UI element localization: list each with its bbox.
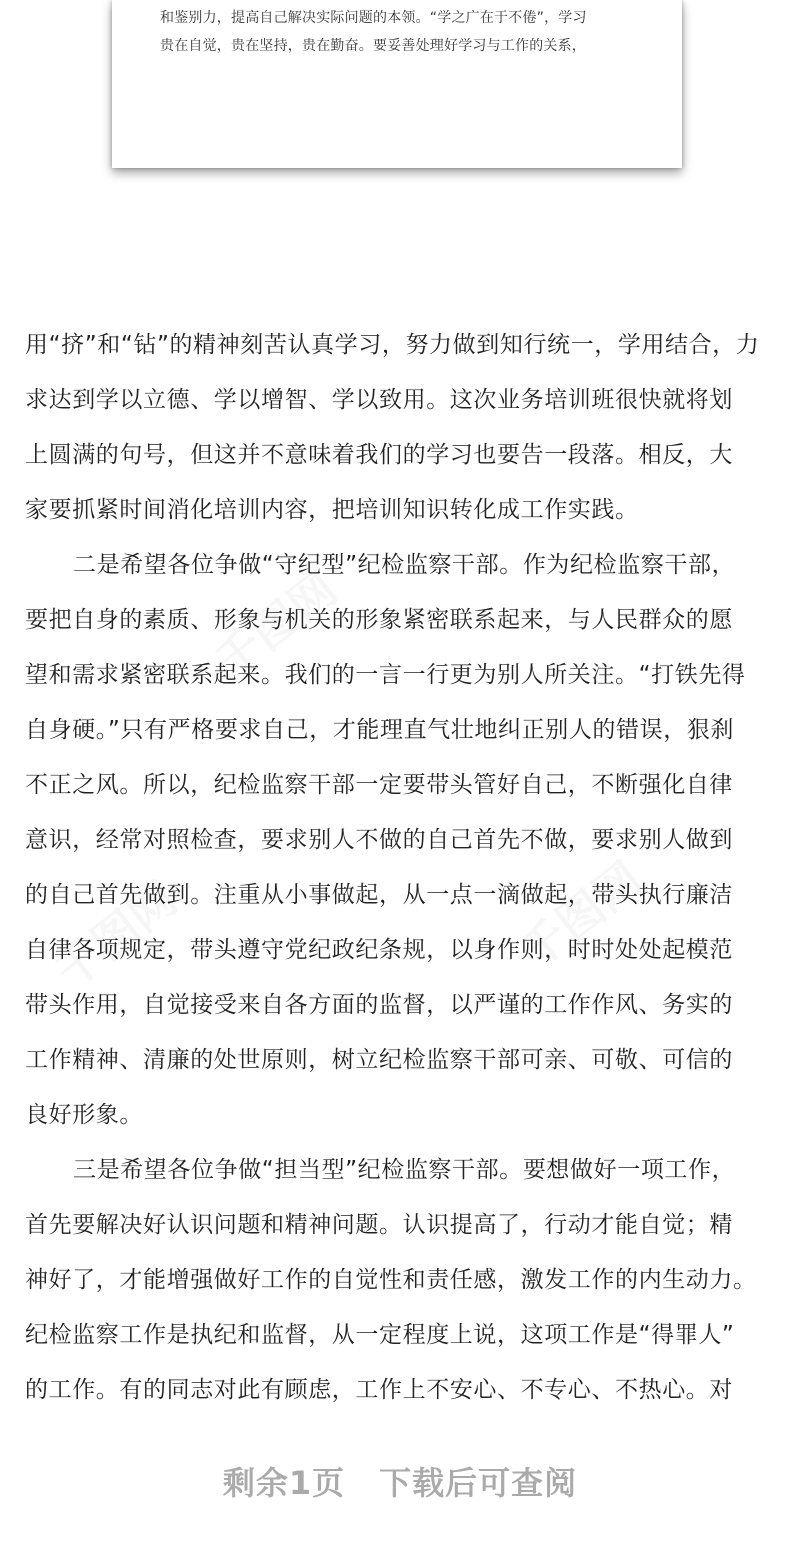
paragraph-line: 首先要解决好认识问题和精神问题。认识提高了，行动才能自觉；精: [25, 1212, 733, 1238]
paragraph-line: 不正之风。所以，纪检监察干部一定要带头管好自己，不断强化自律: [25, 772, 733, 798]
paragraph-line: 三是希望各位争做“担当型”纪检监察干部。要想做好一项工作，: [73, 1157, 736, 1183]
preview-text-line: 和鉴别力，提高自己解决实际问题的本领。“学之广在于不倦”，学习: [160, 10, 587, 26]
download-to-read-prompt[interactable]: [0, 1458, 800, 1504]
paragraph-line: 带头作用，自觉接受来自各方面的监督，以严谨的工作作风、务实的: [25, 992, 733, 1018]
paragraph-line: 工作精神、清廉的处世原则，树立纪检监察干部可亲、可敬、可信的: [25, 1047, 733, 1073]
paragraph-line: 求达到学以立德、学以增智、学以致用。这次业务培训班很快就将划: [25, 387, 733, 413]
preview-text-line: 贵在自觉，贵在坚持，贵在勤奋。要妥善处理好学习与工作的关系，: [160, 38, 586, 54]
paragraph-line: 用“挤”和“钻”的精神刻苦认真学习，努力做到知行统一，学用结合，力: [25, 332, 760, 358]
preview-page-card: [112, 0, 682, 168]
paragraph-line: 自身硬。”只有严格要求自己，才能理直气壮地纠正别人的错误，狠刹: [25, 717, 735, 743]
paragraph-line: 良好形象。: [25, 1102, 143, 1128]
paragraph-line: 望和需求紧密联系起来。我们的一言一行更为别人所关注。“打铁先得: [25, 662, 746, 688]
paragraph-line: 二是希望各位争做“守纪型”纪检监察干部。作为纪检监察干部，: [73, 552, 736, 578]
paragraph-line: 的工作。有的同志对此有顾虑，工作上不安心、不专心、不热心。对: [25, 1377, 733, 1403]
paragraph-line: 自律各项规定，带头遵守党纪政纪条规，以身作则，时时处处起模范: [25, 937, 733, 963]
remaining-pages-label: 剩余1页: [222, 1464, 346, 1502]
document-body: [25, 318, 795, 1418]
download-to-view-label: 下载后可查阅: [379, 1464, 578, 1502]
paragraph-line: 家要抓紧时间消化培训内容，把培训知识转化成工作实践。: [25, 497, 639, 523]
paragraph-line: 意识，经常对照检查，要求别人不做的自己首先不做，要求别人做到: [25, 827, 733, 853]
paragraph-line: 纪检监察工作是执纪和监督，从一定程度上说，这项工作是“得罪人”: [25, 1322, 735, 1348]
paragraph-line: 神好了，才能增强做好工作的自觉性和责任感，激发工作的内生动力。: [25, 1267, 757, 1293]
paragraph-line: 上圆满的句号，但这并不意味着我们的学习也要告一段落。相反，大: [25, 442, 733, 468]
paragraph-line: 的自己首先做到。注重从小事做起，从一点一滴做起，带头执行廉洁: [25, 882, 733, 908]
paragraph-line: 要把自身的素质、形象与机关的形象紧密联系起来，与人民群众的愿: [25, 607, 733, 633]
